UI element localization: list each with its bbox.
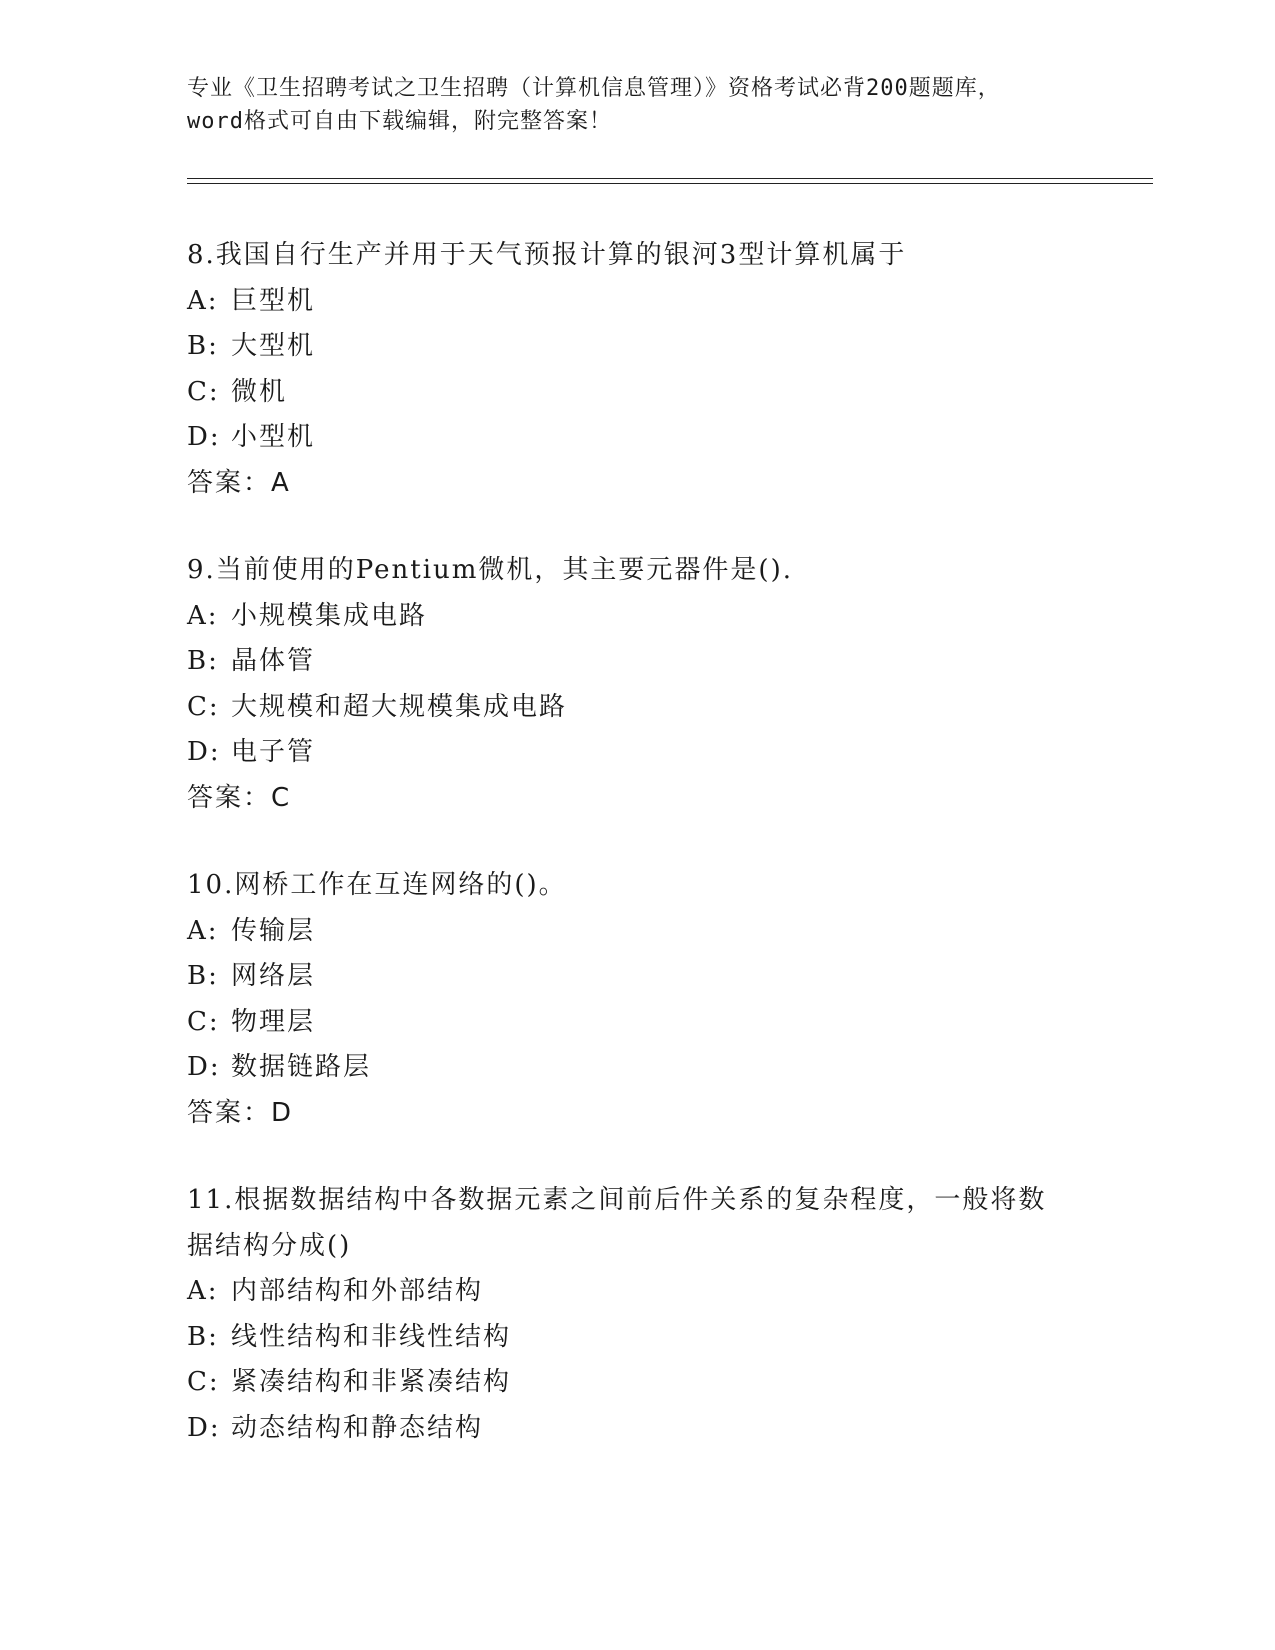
answer-line: 答案：C — [187, 782, 292, 813]
header-divider-top — [187, 178, 1153, 179]
option-letter: D: — [187, 1052, 221, 1082]
option-text: 大规模和超大规模集成电路 — [231, 691, 568, 722]
option-text: 巨型机 — [231, 285, 316, 316]
question-10 — [187, 863, 1087, 1136]
option-letter: B: — [187, 646, 219, 676]
option-text: 网络层 — [231, 961, 316, 991]
question-stem-continued: 据结构分成() — [187, 1230, 352, 1261]
option-b — [187, 324, 1087, 370]
option-letter: C: — [187, 1006, 220, 1037]
option-letter: A: — [187, 285, 219, 316]
header-divider-bottom — [187, 183, 1153, 184]
option-c — [187, 1360, 1087, 1406]
option-c — [187, 1000, 1087, 1046]
question-9 — [187, 548, 1087, 821]
option-b — [187, 954, 1087, 1000]
question-stem: 9.当前使用的Pentium微机，其主要元器件是(). — [187, 555, 793, 585]
option-a — [187, 594, 1087, 640]
option-c — [187, 370, 1087, 416]
document-header — [187, 72, 1087, 138]
option-text: 晶体管 — [231, 646, 316, 676]
option-text: 内部结构和外部结构 — [231, 1276, 484, 1306]
option-b — [187, 1315, 1087, 1361]
question-stem: 10.网桥工作在互连网络的()。 — [187, 870, 567, 900]
option-letter: A: — [187, 915, 219, 946]
option-a — [187, 909, 1087, 955]
option-c — [187, 685, 1087, 731]
option-letter: B: — [187, 1321, 219, 1352]
question-stem: 11.根据数据结构中各数据元素之间前后件关系的复杂程度，一般将数 — [187, 1185, 1047, 1215]
option-letter: D: — [187, 1412, 221, 1443]
answer-line: 答案：D — [187, 1097, 294, 1128]
option-d — [187, 1406, 1087, 1452]
question-stem: 8.我国自行生产并用于天气预报计算的银河3型计算机属于 — [187, 240, 907, 270]
option-text: 线性结构和非线性结构 — [231, 1321, 512, 1352]
option-letter: A: — [187, 1276, 219, 1306]
option-letter: B: — [187, 331, 219, 361]
answer-line: 答案：A — [187, 467, 291, 498]
option-letter: D: — [187, 422, 221, 452]
option-d — [187, 1045, 1087, 1091]
option-a — [187, 1269, 1087, 1315]
option-text: 大型机 — [231, 331, 316, 361]
option-text: 紧凑结构和非紧凑结构 — [231, 1367, 512, 1397]
option-d — [187, 415, 1087, 461]
option-b — [187, 639, 1087, 685]
option-text: 微机 — [231, 376, 288, 407]
header-title-line-2: word格式可自由下载编辑，附完整答案！ — [187, 109, 612, 134]
option-letter: A: — [187, 600, 219, 631]
option-letter: C: — [187, 376, 220, 407]
option-d — [187, 730, 1087, 776]
header-title-line-1: 专业《卫生招聘考试之卫生招聘（计算机信息管理）》资格考试必背200题题库， — [187, 76, 1001, 101]
option-text: 小规模集成电路 — [231, 600, 428, 631]
option-text: 电子管 — [231, 737, 316, 767]
question-8 — [187, 233, 1087, 506]
option-text: 物理层 — [231, 1006, 316, 1037]
option-text: 小型机 — [231, 422, 316, 452]
option-text: 传输层 — [231, 915, 316, 946]
option-letter: C: — [187, 1367, 220, 1397]
option-a — [187, 279, 1087, 325]
option-letter: D: — [187, 737, 221, 767]
option-letter: B: — [187, 961, 219, 991]
option-text: 数据链路层 — [231, 1052, 372, 1082]
option-letter: C: — [187, 691, 220, 722]
option-text: 动态结构和静态结构 — [231, 1412, 484, 1443]
question-11 — [187, 1178, 1087, 1451]
